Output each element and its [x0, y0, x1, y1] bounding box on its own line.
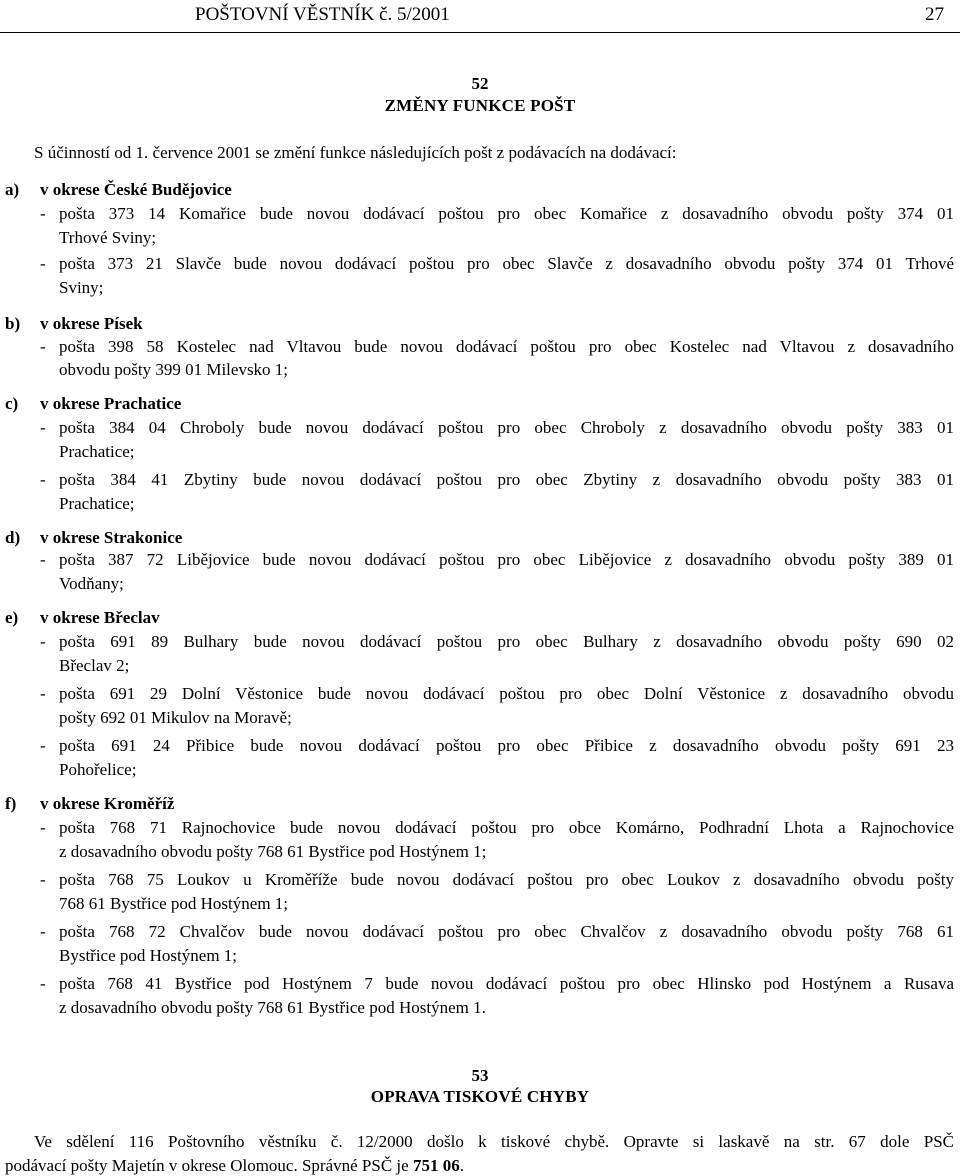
list-bullet: -: [40, 550, 46, 569]
entry-text-continued: Prachatice;: [59, 442, 135, 461]
section-53-text-line-1: Ve sdělení 116 Poštovního věstníku č. 12/2000 došlo k tiskové chybě. Opravte si laskavě na str. 67 dole PSČ: [34, 1132, 954, 1151]
entry-text: pošta 384 04 Chroboly bude novou dodávací poštou pro obec Chroboly z dosavadního obvodu pošty 383 01: [59, 418, 954, 437]
item-letter-f: f): [5, 794, 17, 813]
entry-text-continued: Trhové Sviny;: [59, 228, 157, 247]
entry-text-continued: Prachatice;: [59, 494, 135, 513]
list-bullet: -: [40, 870, 46, 889]
entry-text: pošta 387 72 Libějovice bude novou dodávací poštou pro obec Libějovice z dosavadního obvodu pošty 389 01: [59, 550, 954, 569]
sentence-end: .: [459, 1156, 464, 1175]
list-bullet: -: [40, 736, 46, 755]
entry-text: pošta 768 41 Bystřice pod Hostýnem 7 bude novou dodávací poštou pro obec Hlinsko pod Hostýnem a Rusava: [59, 974, 954, 993]
entry-text-continued: z dosavadního obvodu pošty 768 61 Bystřice pod Hostýnem 1;: [59, 842, 487, 861]
journal-title: POŠTOVNÍ VĚSTNÍK č. 5/2001: [195, 4, 450, 25]
correct-postal-code: 751 06: [412, 1156, 460, 1175]
district-prachatice: v okrese Prachatice: [40, 394, 182, 413]
list-bullet: -: [40, 922, 46, 941]
district-ceske-budejovice: v okrese České Budějovice: [40, 180, 232, 199]
entry-text-continued: Pohořelice;: [59, 760, 137, 779]
entry-text: pošta 691 29 Dolní Věstonice bude novou dodávací poštou pro obec Dolní Věstonice z dosavadního obvodu: [59, 684, 954, 703]
item-letter-a: a): [5, 180, 20, 199]
entry-text-continued: Sviny;: [59, 278, 104, 297]
entry-text: pošta 373 14 Komařice bude novou dodávací poštou pro obec Komařice z dosavadního obvodu pošty 374 01: [59, 204, 954, 223]
section-53-number: 53: [471, 1066, 489, 1085]
district-strakonice: v okrese Strakonice: [40, 528, 183, 547]
list-bullet: -: [40, 204, 46, 223]
list-bullet: -: [40, 684, 46, 703]
entry-text: pošta 691 89 Bulhary bude novou dodávací poštou pro obec Bulhary z dosavadního obvodu pošty 690 02: [59, 632, 954, 651]
section-52-number: 52: [471, 74, 489, 93]
list-bullet: -: [40, 418, 46, 437]
item-letter-b: b): [5, 314, 21, 333]
header-divider: [0, 32, 960, 33]
entry-text: pošta 373 21 Slavče bude novou dodávací poštou pro obec Slavče z dosavadního obvodu pošty 374 01 Trhové: [59, 254, 954, 273]
entry-text-continued: Břeclav 2;: [59, 656, 130, 675]
entry-text: pošta 398 58 Kostelec nad Vltavou bude novou dodávací poštou pro obec Kostelec nad Vltavou z dosavadního: [59, 337, 954, 356]
entry-text-continued: pošty 692 01 Mikulov na Moravě;: [59, 708, 292, 727]
item-letter-e: e): [5, 608, 19, 627]
entry-text: pošta 691 24 Přibice bude novou dodávací poštou pro obec Přibice z dosavadního obvodu pošty 691 23: [59, 736, 954, 755]
district-kromeriz: v okrese Kroměříž: [40, 794, 175, 813]
section-52-title: ZMĚNY FUNKCE POŠT: [384, 96, 576, 115]
entry-text-continued: z dosavadního obvodu pošty 768 61 Bystřice pod Hostýnem 1.: [59, 998, 486, 1017]
list-bullet: -: [40, 254, 46, 273]
district-pisek: v okrese Písek: [40, 314, 143, 333]
entry-text: pošta 768 75 Loukov u Kroměříže bude novou dodávací poštou pro obec Loukov z dosavadního obvodu pošty: [59, 870, 954, 889]
entry-text-continued: 768 61 Bystřice pod Hostýnem 1;: [59, 894, 289, 913]
list-bullet: -: [40, 337, 46, 356]
page-header: [0, 0, 960, 34]
list-bullet: -: [40, 632, 46, 651]
list-bullet: -: [40, 818, 46, 837]
entry-text: pošta 768 72 Chvalčov bude novou dodávací poštou pro obec Chvalčov z dosavadního obvodu pošty 768 61: [59, 922, 954, 941]
list-bullet: -: [40, 470, 46, 489]
district-breclav: v okrese Břeclav: [40, 608, 160, 627]
entry-text-continued: Bystřice pod Hostýnem 1;: [59, 946, 238, 965]
section-53-text: podávací pošty Majetín v okrese Olomouc. Správné PSČ je: [5, 1156, 413, 1175]
entry-text-continued: Vodňany;: [59, 574, 124, 593]
item-letter-c: c): [5, 394, 19, 413]
entry-text: pošta 384 41 Zbytiny bude novou dodávací poštou pro obec Zbytiny z dosavadního obvodu pošty 383 01: [59, 470, 954, 489]
list-bullet: -: [40, 974, 46, 993]
section-53-text-line-2: [5, 1156, 464, 1176]
section-52-intro: S účinností od 1. července 2001 se změní funkce následujících pošt z podávacích na dodávací:: [34, 143, 677, 162]
entry-text: pošta 768 71 Rajnochovice bude novou dodávací poštou pro obce Komárno, Podhradní Lhota a Rajnochovice: [59, 818, 954, 837]
item-letter-d: d): [5, 528, 21, 547]
section-53-title: OPRAVA TISKOVÉ CHYBY: [370, 1087, 590, 1106]
page-number: 27: [925, 4, 944, 25]
entry-text-continued: obvodu pošty 399 01 Milevsko 1;: [59, 360, 289, 379]
